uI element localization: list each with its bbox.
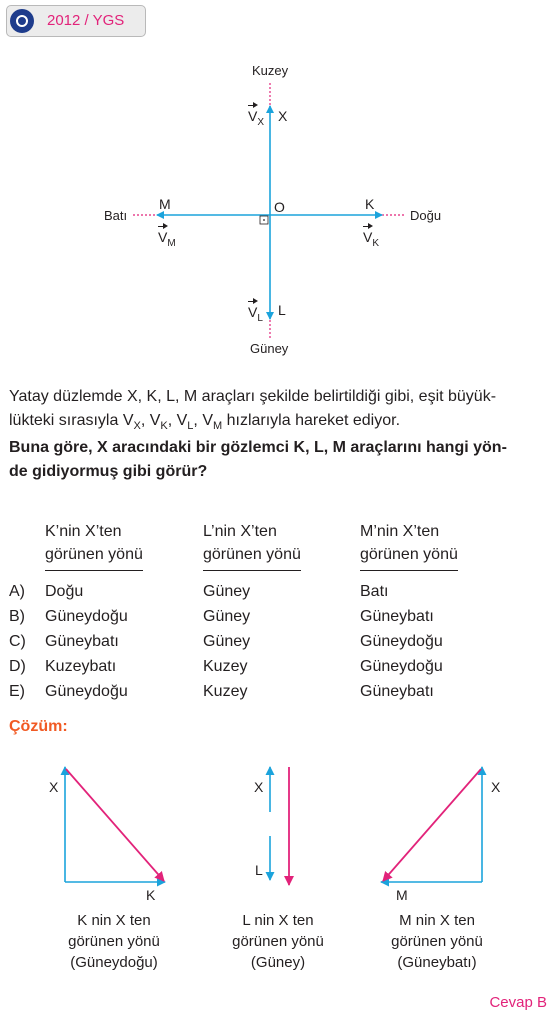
fig2-l-label: L (255, 862, 263, 878)
solution-figure-1 (65, 767, 165, 882)
vx-symbol: $V_X$ (248, 108, 265, 128)
question-line-1: Yatay düzlemde X, K, L, M araçları şekilde belirtildiği gibi, eşit büyük- (9, 388, 497, 405)
origin-label: O (274, 199, 285, 215)
option-letter: E) (9, 683, 25, 700)
option-k: Kuzeybatı (45, 658, 117, 675)
question-bold-line-1: Buna göre, X aracındaki bir gözlemci K, L, M araçlarını hangi yön- (9, 439, 507, 456)
badge-text: 2012 / YGS (47, 12, 125, 29)
option-m: Güneydoğu (360, 633, 443, 650)
east-label: Doğu (410, 208, 442, 223)
vm-symbol: $V_M$ (158, 229, 176, 249)
question-line-2: lükteki sırasıyla $V_X$, $V_K$, $V_L$, $V_M$ hızlarıyla hareket ediyor. (9, 412, 401, 433)
fig1-x-label: X (49, 779, 59, 795)
solution-title: Çözüm: (9, 718, 68, 735)
option-k: Doğu (45, 583, 84, 600)
option-letter: A) (9, 583, 25, 600)
option-m: Güneybatı (360, 608, 434, 625)
fig2-x-label: X (254, 779, 264, 795)
header-l: L’nin X’ten görünen yönü (203, 520, 301, 571)
vk-symbol: $V_K$ (363, 229, 380, 249)
option-l: Kuzey (203, 683, 248, 700)
option-m: Güneydoğu (360, 658, 443, 675)
option-letter: B) (9, 608, 25, 625)
option-l: Güney (203, 608, 251, 625)
answer-label: Cevap B (489, 994, 547, 1011)
header-k: K’nin X’ten görünen yönü (45, 520, 143, 571)
option-k: Güneydoğu (45, 608, 128, 625)
vl-symbol: $V_L$ (248, 304, 263, 324)
fig3-caption: M nin X ten görünen yönü (Güneybatı) (391, 912, 483, 971)
fig3-m-label: M (396, 887, 408, 903)
option-m: Güneybatı (360, 683, 434, 700)
option-k: Güneydoğu (45, 683, 128, 700)
vehicle-m-label: M (159, 196, 171, 212)
south-label: Güney (250, 341, 289, 356)
option-l: Güney (203, 583, 251, 600)
fig2-caption: L nin X ten görünen yönü (Güney) (232, 912, 324, 971)
solution-diagrams (0, 740, 555, 910)
fig3-x-label: X (491, 779, 501, 795)
vehicle-x-label: X (278, 108, 288, 124)
header-m: M’nin X’ten görünen yönü (360, 520, 458, 571)
north-label: Kuzey (252, 63, 289, 78)
option-k: Güneybatı (45, 633, 119, 650)
vehicle-k-label: K (365, 196, 375, 212)
vehicle-l-label: L (278, 302, 286, 318)
fig1-caption: K nin X ten görünen yönü (Güneydoğu) (68, 912, 160, 971)
solution-figure-3 (381, 767, 482, 882)
solution-figure-2 (270, 767, 289, 885)
west-label: Batı (104, 208, 128, 223)
option-l: Kuzey (203, 658, 248, 675)
option-letter: C) (9, 633, 26, 650)
option-l: Güney (203, 633, 251, 650)
question-bold-line-2: de gidiyormuş gibi görür? (9, 463, 208, 480)
option-letter: D) (9, 658, 26, 675)
fig1-k-label: K (146, 887, 156, 903)
option-m: Batı (360, 583, 389, 600)
